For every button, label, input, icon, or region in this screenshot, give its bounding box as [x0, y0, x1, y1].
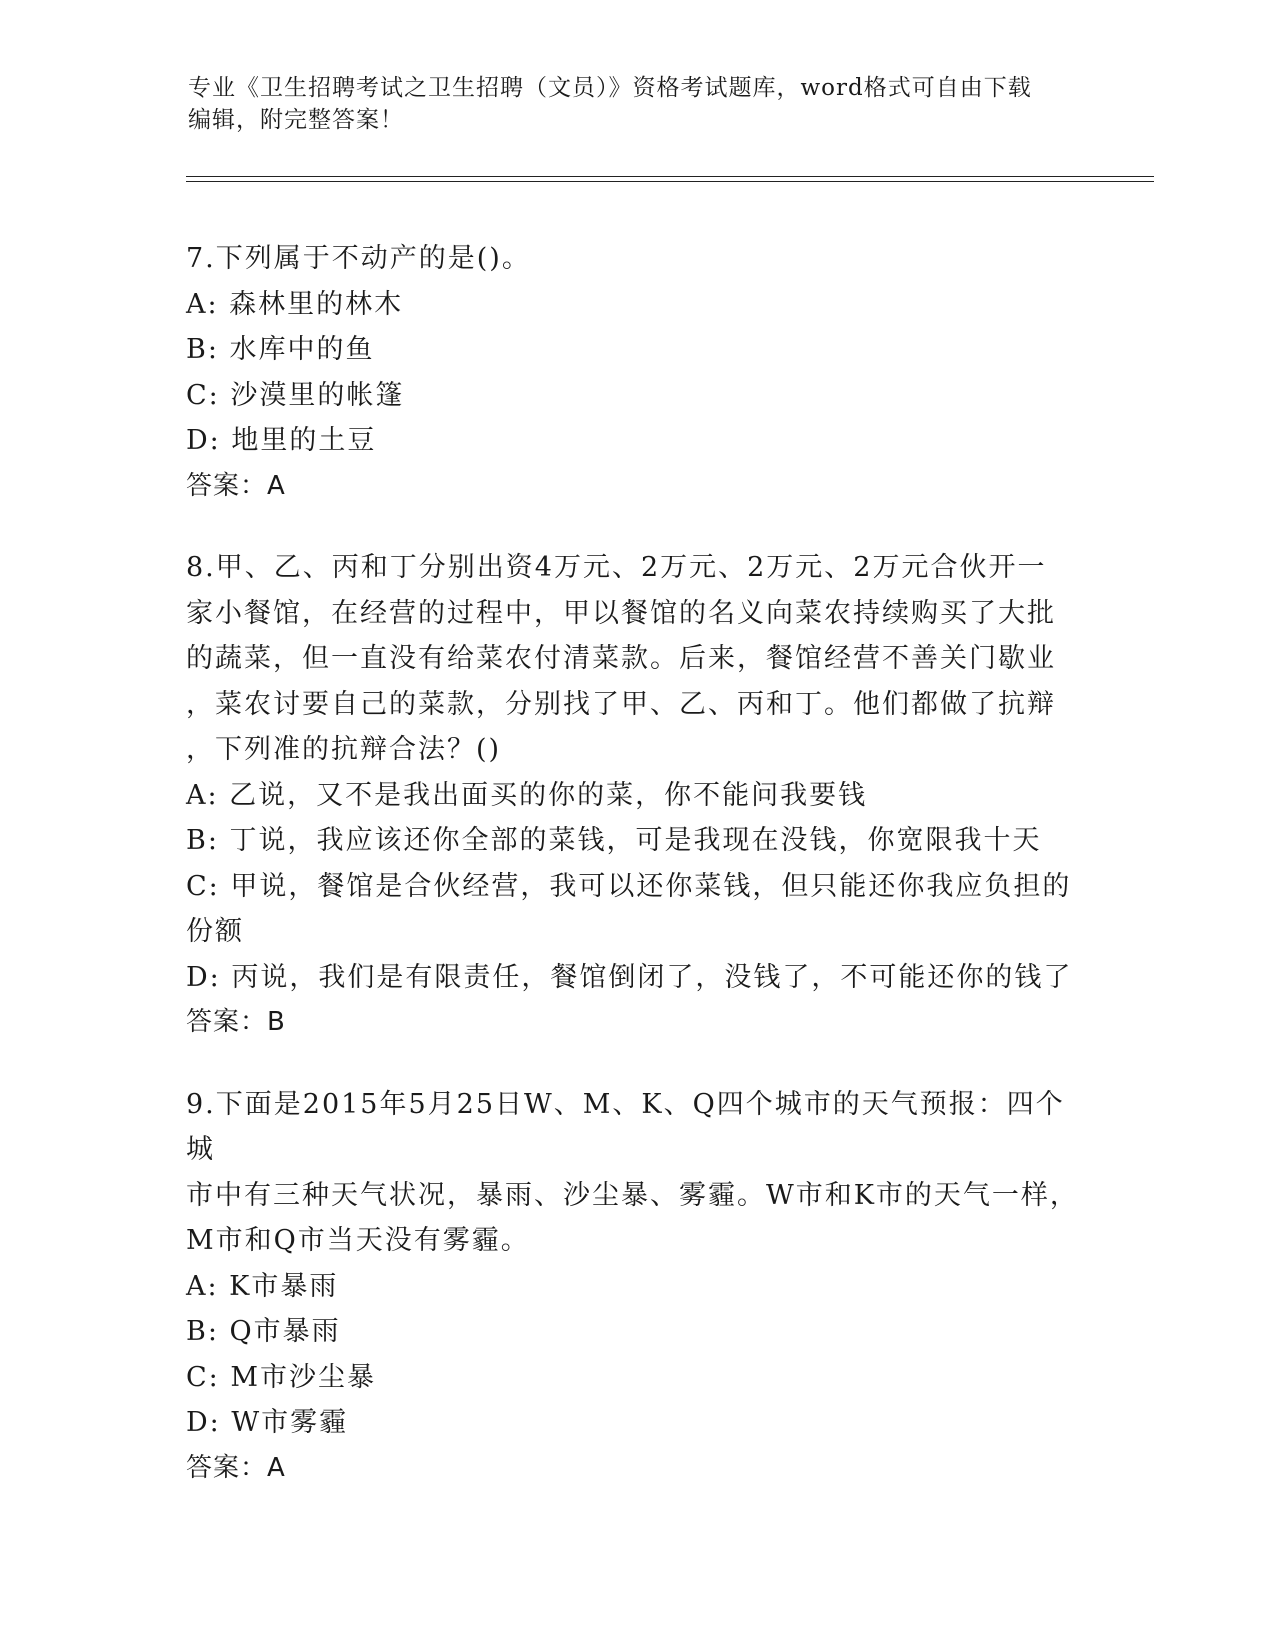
- question-stem-line: ，菜农讨要自己的菜款，分别找了甲、乙、丙和丁。他们都做了抗辩: [186, 688, 1056, 720]
- answer-label: 答案：B: [186, 1007, 286, 1037]
- option-d: D: W市雾霾: [186, 1407, 349, 1438]
- question-list: [186, 236, 1086, 1527]
- question-stem: 7.下列属于不动产的是()。: [186, 243, 531, 274]
- document-header: [188, 72, 1088, 136]
- question-stem-line: 市中有三种天气状况，暴雨、沙尘暴、雾霾。W市和K市的天气一样，: [186, 1179, 1079, 1211]
- question-stem-line: 家小餐馆，在经营的过程中，甲以餐馆的名义向菜农持续购买了大批: [186, 597, 1056, 629]
- option-a: A: 森林里的林木: [186, 288, 404, 320]
- question-stem-line: 9.下面是2015年5月25日W、M、K、Q四个城市的天气预报：四个城: [186, 1088, 1065, 1165]
- option-c: C: M市沙尘暴: [186, 1361, 376, 1393]
- header-divider: [186, 176, 1154, 182]
- question-8: [186, 545, 1086, 1046]
- option-b: B: 水库中的鱼: [186, 334, 375, 365]
- option-a: A: 乙说，又不是我出面买的你的菜，你不能问我要钱: [186, 779, 868, 811]
- option-b: B: Q市暴雨: [186, 1316, 341, 1347]
- option-d: D: 地里的土豆: [186, 425, 377, 456]
- option-c: C: 甲说，餐馆是合伙经营，我可以还你菜钱，但只能还你我应负担的: [186, 870, 1072, 902]
- option-a: A: K市暴雨: [186, 1270, 339, 1302]
- question-stem-line: 8.甲、乙、丙和丁分别出资4万元、2万元、2万元、2万元合伙开一: [186, 552, 1047, 583]
- question-9: [186, 1082, 1086, 1492]
- question-7: [186, 236, 1086, 509]
- question-stem-line: ，下列准的抗辩合法？(): [186, 734, 502, 765]
- option-c: C: 沙漠里的帐篷: [186, 379, 405, 411]
- answer-label: 答案：A: [186, 1452, 286, 1483]
- question-stem-line: 的蔬菜，但一直没有给菜农付清菜款。后来，餐馆经营不善关门歇业: [186, 643, 1056, 674]
- option-d: D: 丙说，我们是有限责任，餐馆倒闭了，没钱了，不可能还你的钱了: [186, 961, 1073, 993]
- option-b: B: 丁说，我应该还你全部的菜钱，可是我现在没钱，你宽限我十天: [186, 825, 1042, 856]
- header-line-1: 专业《卫生招聘考试之卫生招聘（文员）》资格考试题库，word格式可自由下载: [188, 75, 1032, 101]
- option-c-continued: 份额: [186, 916, 244, 947]
- header-line-2: 编辑，附完整答案！: [188, 107, 404, 133]
- question-stem-line: M市和Q市当天没有雾霾。: [186, 1225, 530, 1256]
- answer-label: 答案：A: [186, 470, 286, 501]
